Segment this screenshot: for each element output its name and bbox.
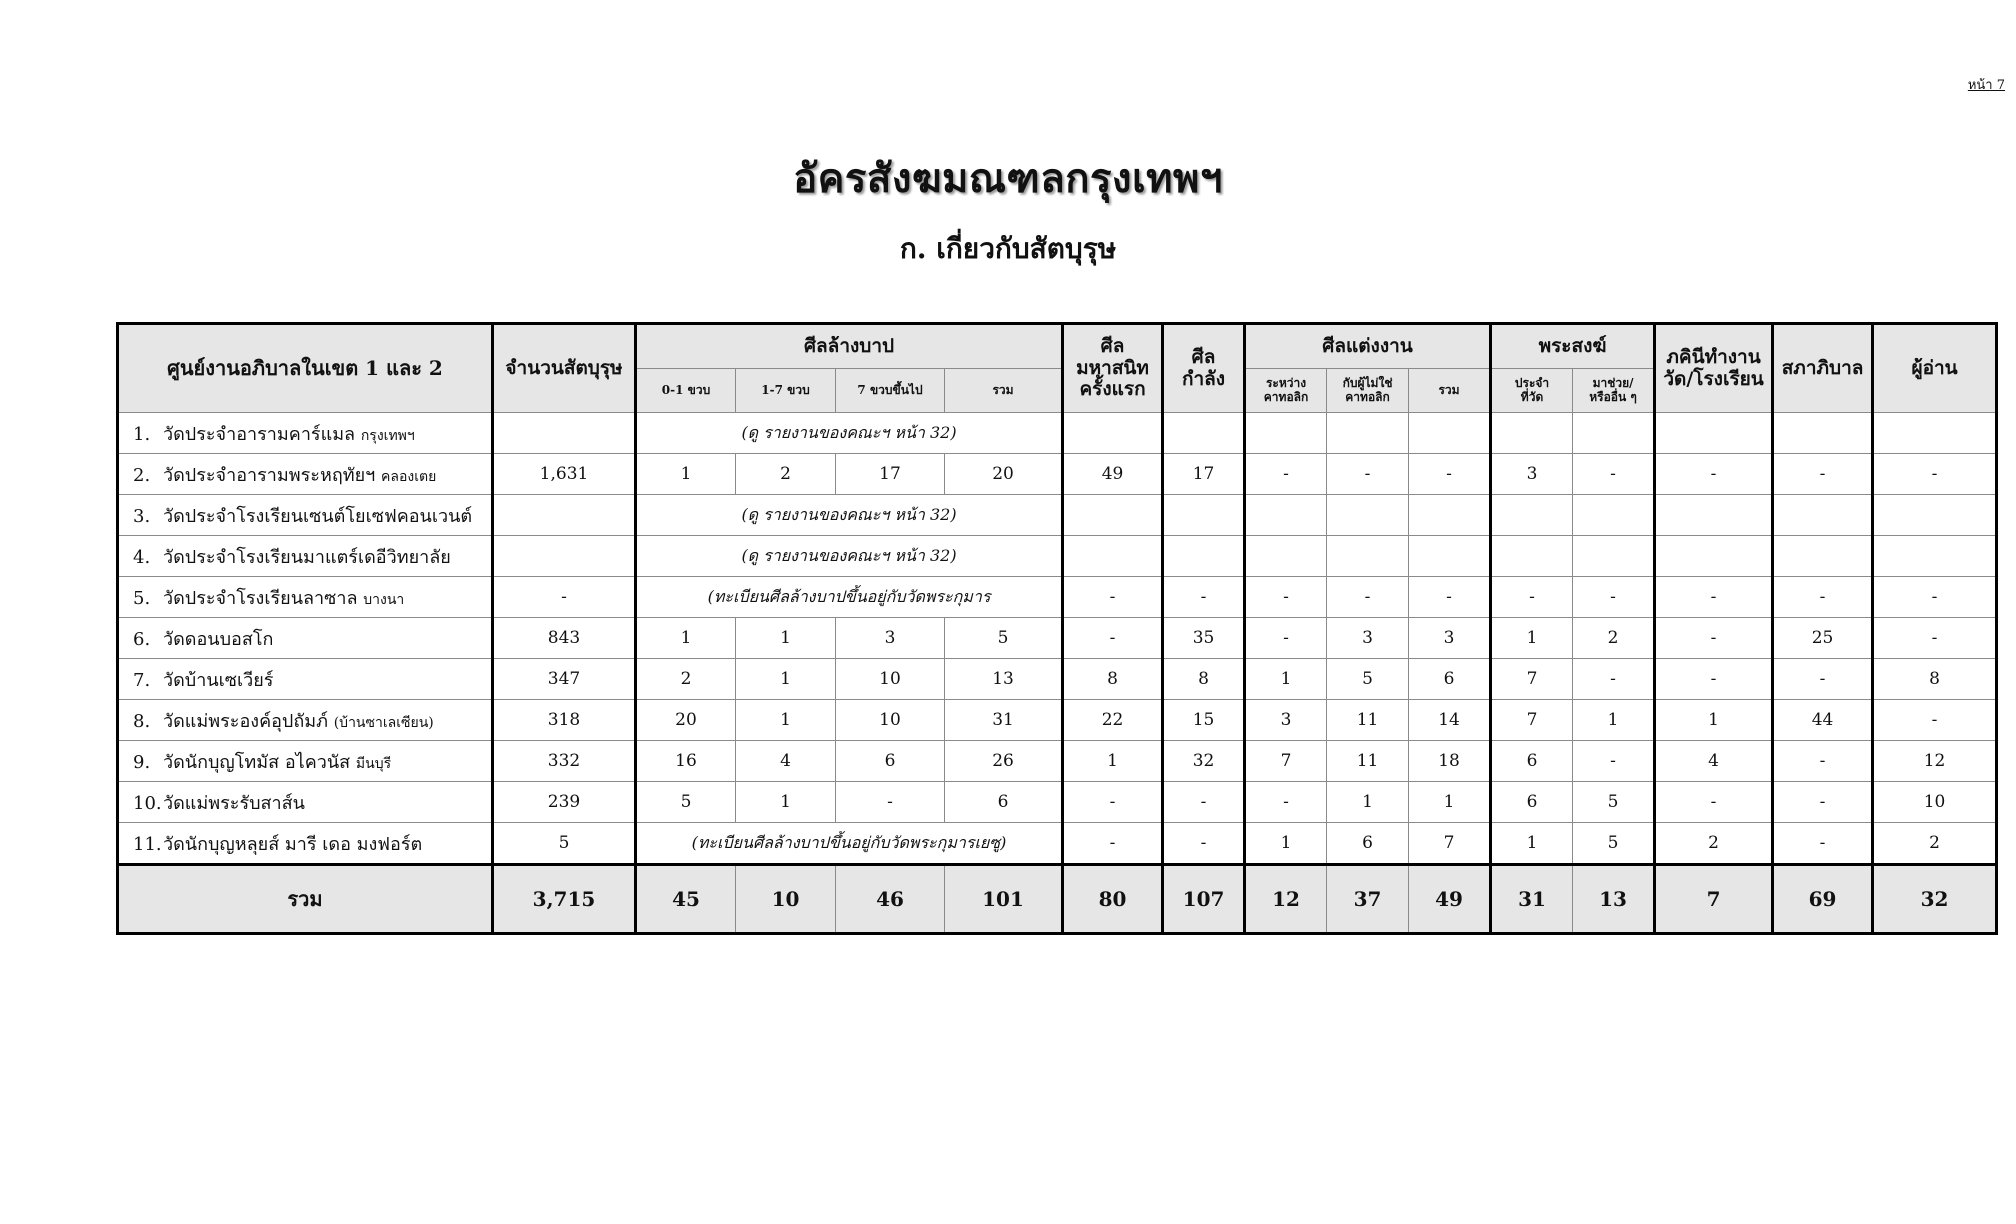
- table-cell: -: [1327, 577, 1409, 618]
- parish-name: วัดแม่พระองค์อุปถัมภ์: [163, 710, 328, 732]
- table-cell: 16: [636, 741, 736, 782]
- table-cell: 32: [1163, 741, 1245, 782]
- header-first-communion-line2: มหาสนิท: [1076, 356, 1149, 379]
- table-cell: 6: [1491, 741, 1573, 782]
- table-cell: [1163, 495, 1245, 536]
- table-cell: -: [1063, 823, 1163, 865]
- row-parish-name: [118, 659, 493, 700]
- row-parish-name: [118, 618, 493, 659]
- table-cell: 1: [1245, 823, 1327, 865]
- table-cell: 318: [493, 700, 636, 741]
- table-cell: 3: [836, 618, 945, 659]
- table-cell: [1773, 536, 1873, 577]
- table-row: [118, 659, 1997, 700]
- table-cell: [1063, 413, 1163, 454]
- table-cell: 2: [1873, 823, 1997, 865]
- table-cell: -: [1163, 782, 1245, 823]
- header-baptism-7-plus: 7 ขวบขึ้นไป: [836, 369, 945, 413]
- table-cell: 843: [493, 618, 636, 659]
- row-parish-name: [118, 495, 493, 536]
- total-label: รวม: [118, 865, 493, 934]
- table-cell: [1655, 536, 1773, 577]
- table-cell: 22: [1063, 700, 1163, 741]
- row-parish-name: [118, 577, 493, 618]
- table-cell: [1245, 495, 1327, 536]
- table-cell: [1245, 536, 1327, 577]
- statistics-table: [116, 322, 1998, 935]
- table-cell: 1: [736, 618, 836, 659]
- table-cell: 6: [1491, 782, 1573, 823]
- table-row: [118, 454, 1997, 495]
- table-cell: 10: [1873, 782, 1997, 823]
- table-cell: -: [1773, 823, 1873, 865]
- table-cell: -: [1873, 618, 1997, 659]
- header-baptism-total: รวม: [945, 369, 1063, 413]
- table-cell: [1573, 536, 1655, 577]
- table-cell: 4: [1655, 741, 1773, 782]
- table-cell: 6: [1327, 823, 1409, 865]
- table-cell: [1873, 536, 1997, 577]
- parish-name: วัดบ้านเซเวียร์: [163, 669, 274, 691]
- table-cell: 31: [945, 700, 1063, 741]
- header-priests-resident: [1491, 369, 1573, 413]
- header-marriage-catholic-line2: คาทอลิก: [1263, 389, 1309, 404]
- table-cell: -: [1655, 618, 1773, 659]
- table-cell: 5: [945, 618, 1063, 659]
- table-cell: 6: [1409, 659, 1491, 700]
- table-row: [118, 536, 1997, 577]
- page-title: อัครสังฆมณฑลกรุงเทพฯ: [793, 155, 1223, 202]
- table-cell: [1773, 495, 1873, 536]
- parish-name: วัดประจำโรงเรียนมาแตร์เดอีวิทยาลัย: [163, 546, 451, 568]
- total-cell: 101: [945, 865, 1063, 934]
- header-marriage-catholic: [1245, 369, 1327, 413]
- total-cell: 32: [1873, 865, 1997, 934]
- table-cell: -: [1409, 454, 1491, 495]
- header-baptism-0-1: 0-1 ขวบ: [636, 369, 736, 413]
- page-number: หน้า 7: [1967, 78, 2005, 93]
- parish-name: วัดนักบุญโทมัส อไควนัส: [163, 751, 351, 773]
- table-cell: -: [1245, 618, 1327, 659]
- table-cell: -: [1873, 454, 1997, 495]
- row-number: 4.: [133, 546, 151, 568]
- table-cell: 5: [1327, 659, 1409, 700]
- total-cell: 37: [1327, 865, 1409, 934]
- table-cell: [1655, 495, 1773, 536]
- table-row: [118, 618, 1997, 659]
- row-parish-name: [118, 536, 493, 577]
- table-row: [118, 700, 1997, 741]
- table-cell: -: [1573, 741, 1655, 782]
- parish-name: วัดนักบุญหลุยส์ มารี เดอ มงฟอร์ต: [163, 833, 423, 855]
- population-cell: [493, 536, 636, 577]
- table-cell: [1491, 495, 1573, 536]
- table-cell: 5: [1573, 823, 1655, 865]
- parish-name: วัดประจำอารามคาร์แมล: [163, 423, 356, 445]
- total-cell: 107: [1163, 865, 1245, 934]
- table-cell: 2: [1573, 618, 1655, 659]
- row-number: 9.: [133, 751, 151, 773]
- table-cell: 1: [736, 782, 836, 823]
- table-cell: 1: [1491, 823, 1573, 865]
- header-priests: พระสงฆ์: [1491, 324, 1655, 369]
- table-cell: -: [1573, 577, 1655, 618]
- parish-location: มีนบุรี: [355, 755, 392, 772]
- row-number: 5.: [133, 587, 151, 609]
- table-cell: 35: [1163, 618, 1245, 659]
- table-cell: [1063, 495, 1163, 536]
- page-subtitle: ก. เกี่ยวกับสัตบุรุษ: [899, 232, 1117, 265]
- table-cell: -: [1327, 454, 1409, 495]
- report-note: (ดู รายงานของคณะฯ หน้า 32): [636, 413, 1063, 454]
- header-marriage: ศีลแต่งงาน: [1245, 324, 1491, 369]
- report-note: (ทะเบียนศีลล้างบาปขึ้นอยู่กับวัดพระกุมารเยซู): [636, 823, 1063, 865]
- table-cell: [1573, 413, 1655, 454]
- table-cell: 239: [493, 782, 636, 823]
- header-sisters-line1: ภคินีทำงาน: [1666, 345, 1761, 368]
- population-cell: [493, 495, 636, 536]
- total-cell: 69: [1773, 865, 1873, 934]
- table-cell: -: [1655, 659, 1773, 700]
- total-cell: 80: [1063, 865, 1163, 934]
- header-priests-visiting-line1: มาช่วย/: [1592, 375, 1634, 390]
- header-confirmation-line1: ศีล: [1191, 345, 1216, 368]
- table-cell: -: [1063, 782, 1163, 823]
- header-marriage-catholic-line1: ระหว่าง: [1265, 375, 1307, 390]
- header-population: จำนวนสัตบุรุษ: [493, 324, 636, 413]
- table-cell: 1: [1245, 659, 1327, 700]
- table-cell: 2: [736, 454, 836, 495]
- table-cell: -: [1063, 577, 1163, 618]
- table-cell: 3: [1409, 618, 1491, 659]
- parish-location: (บ้านซาเลเซียน): [333, 714, 434, 731]
- table-cell: 10: [836, 700, 945, 741]
- table-cell: 3: [1491, 454, 1573, 495]
- table-cell: [1409, 413, 1491, 454]
- table-cell: [1873, 413, 1997, 454]
- header-marriage-mixed-line2: คาทอลิก: [1345, 389, 1390, 404]
- header-priests-resident-line2: ที่วัด: [1520, 389, 1544, 404]
- table-cell: [1491, 536, 1573, 577]
- table-row: [118, 413, 1997, 454]
- table-cell: 7: [1491, 659, 1573, 700]
- table-cell: -: [1773, 454, 1873, 495]
- table-cell: [1163, 536, 1245, 577]
- table-cell: 14: [1409, 700, 1491, 741]
- table-cell: 49: [1063, 454, 1163, 495]
- table-cell: 5: [1573, 782, 1655, 823]
- table-cell: [1327, 495, 1409, 536]
- row-number: 2.: [133, 464, 151, 486]
- table-cell: -: [1873, 700, 1997, 741]
- table-cell: 25: [1773, 618, 1873, 659]
- table-cell: [1491, 413, 1573, 454]
- total-row: [118, 865, 1997, 934]
- header-center: ศูนย์งานอภิบาลในเขต 1 และ 2: [118, 324, 493, 413]
- row-parish-name: [118, 454, 493, 495]
- total-cell: 12: [1245, 865, 1327, 934]
- row-parish-name: [118, 823, 493, 865]
- table-cell: 1,631: [493, 454, 636, 495]
- table-cell: -: [1773, 659, 1873, 700]
- table-cell: 332: [493, 741, 636, 782]
- table-cell: [1573, 495, 1655, 536]
- table-cell: 17: [1163, 454, 1245, 495]
- table-row: [118, 741, 1997, 782]
- table-cell: -: [1245, 577, 1327, 618]
- table-cell: [1327, 413, 1409, 454]
- parish-name: วัดดอนบอสโก: [163, 628, 274, 650]
- report-note: (ทะเบียนศีลล้างบาปขึ้นอยู่กับวัดพระกุมาร: [636, 577, 1063, 618]
- row-number: 6.: [133, 628, 151, 650]
- table-cell: 11: [1327, 741, 1409, 782]
- table-cell: 20: [636, 700, 736, 741]
- header-confirmation: [1163, 324, 1245, 413]
- table-cell: 1: [636, 618, 736, 659]
- parish-name: วัดประจำโรงเรียนเซนต์โยเซฟคอนเวนต์: [163, 505, 473, 527]
- table-cell: [1655, 413, 1773, 454]
- table-cell: [1063, 536, 1163, 577]
- table-cell: -: [1655, 782, 1773, 823]
- table-cell: 1: [736, 659, 836, 700]
- row-number: 1.: [133, 423, 151, 445]
- table-cell: [1245, 413, 1327, 454]
- header-priests-resident-line1: ประจำ: [1514, 375, 1550, 390]
- report-note: (ดู รายงานของคณะฯ หน้า 32): [636, 536, 1063, 577]
- table-cell: 1: [1491, 618, 1573, 659]
- header-sisters: [1655, 324, 1773, 413]
- total-cell: 13: [1573, 865, 1655, 934]
- header-priests-visiting: [1573, 369, 1655, 413]
- table-cell: 15: [1163, 700, 1245, 741]
- table-cell: [1409, 495, 1491, 536]
- table-cell: 11: [1327, 700, 1409, 741]
- table-row: [118, 782, 1997, 823]
- header-first-communion: [1063, 324, 1163, 413]
- table-cell: -: [1873, 577, 1997, 618]
- total-cell: 49: [1409, 865, 1491, 934]
- table-row: [118, 823, 1997, 865]
- table-cell: -: [1063, 618, 1163, 659]
- header-baptism: ศีลล้างบาป: [636, 324, 1063, 369]
- table-cell: 1: [1063, 741, 1163, 782]
- parish-location: กรุงเทพฯ: [360, 427, 415, 444]
- header-priests-visiting-line2: หรืออื่น ๆ: [1589, 389, 1637, 404]
- table-cell: 1: [736, 700, 836, 741]
- population-cell: -: [493, 577, 636, 618]
- table-row: [118, 495, 1997, 536]
- parish-location: บางนา: [363, 591, 405, 608]
- header-marriage-mixed-line1: กับผู้ไม่ใช่: [1342, 375, 1393, 390]
- parish-location: คลองเตย: [381, 468, 437, 485]
- table-cell: [1327, 536, 1409, 577]
- row-parish-name: [118, 741, 493, 782]
- table-body: [118, 413, 1997, 865]
- total-cell: 10: [736, 865, 836, 934]
- table-cell: 8: [1163, 659, 1245, 700]
- table-cell: 8: [1873, 659, 1997, 700]
- table-cell: 2: [1655, 823, 1773, 865]
- table-row: [118, 577, 1997, 618]
- table-cell: 44: [1773, 700, 1873, 741]
- total-cell: 31: [1491, 865, 1573, 934]
- row-parish-name: [118, 700, 493, 741]
- table-cell: -: [1245, 454, 1327, 495]
- table-cell: -: [1655, 577, 1773, 618]
- table-cell: 20: [945, 454, 1063, 495]
- table-cell: 5: [636, 782, 736, 823]
- table-cell: -: [1773, 741, 1873, 782]
- row-number: 11.: [133, 833, 162, 855]
- total-cell: 3,715: [493, 865, 636, 934]
- header-marriage-total: รวม: [1409, 369, 1491, 413]
- table-cell: 1: [636, 454, 736, 495]
- parish-name: วัดแม่พระรับสาส์น: [163, 792, 305, 814]
- row-parish-name: [118, 782, 493, 823]
- total-cell: 46: [836, 865, 945, 934]
- table-cell: -: [1491, 577, 1573, 618]
- table-cell: -: [1773, 782, 1873, 823]
- table-cell: 7: [1491, 700, 1573, 741]
- table-cell: 1: [1573, 700, 1655, 741]
- table-cell: 6: [945, 782, 1063, 823]
- table-cell: 7: [1245, 741, 1327, 782]
- table-cell: 3: [1245, 700, 1327, 741]
- table-cell: 2: [636, 659, 736, 700]
- population-cell: [493, 413, 636, 454]
- header-baptism-1-7: 1-7 ขวบ: [736, 369, 836, 413]
- table-cell: 1: [1655, 700, 1773, 741]
- header-readers: ผู้อ่าน: [1873, 324, 1997, 413]
- table-cell: 17: [836, 454, 945, 495]
- row-number: 8.: [133, 710, 151, 732]
- total-cell: 45: [636, 865, 736, 934]
- table-cell: 10: [836, 659, 945, 700]
- row-number: 10.: [133, 792, 162, 814]
- header-confirmation-line2: กำลัง: [1181, 367, 1226, 390]
- table-cell: -: [1163, 577, 1245, 618]
- total-cell: 7: [1655, 865, 1773, 934]
- table-cell: 3: [1327, 618, 1409, 659]
- table-cell: -: [1655, 454, 1773, 495]
- table-cell: 7: [1409, 823, 1491, 865]
- table-cell: 6: [836, 741, 945, 782]
- table-cell: 26: [945, 741, 1063, 782]
- parish-name: วัดประจำอารามพระหฤทัยฯ: [163, 464, 376, 486]
- table-cell: -: [1409, 577, 1491, 618]
- table-cell: 347: [493, 659, 636, 700]
- header-sisters-line2: วัด/โรงเรียน: [1663, 367, 1764, 390]
- row-parish-name: [118, 413, 493, 454]
- population-cell: 5: [493, 823, 636, 865]
- row-number: 3.: [133, 505, 151, 527]
- table-cell: 12: [1873, 741, 1997, 782]
- table-cell: [1773, 413, 1873, 454]
- table-cell: -: [1245, 782, 1327, 823]
- header-council: สภาภิบาล: [1773, 324, 1873, 413]
- table-cell: -: [1573, 659, 1655, 700]
- table-cell: -: [836, 782, 945, 823]
- table-cell: [1409, 536, 1491, 577]
- header-first-communion-line3: ครั้งแรก: [1079, 378, 1146, 401]
- header-marriage-mixed: [1327, 369, 1409, 413]
- parish-name: วัดประจำโรงเรียนลาซาล: [163, 587, 358, 609]
- row-number: 7.: [133, 669, 151, 691]
- table-cell: 1: [1327, 782, 1409, 823]
- table-cell: 8: [1063, 659, 1163, 700]
- table-cell: 18: [1409, 741, 1491, 782]
- report-note: (ดู รายงานของคณะฯ หน้า 32): [636, 495, 1063, 536]
- table-cell: 13: [945, 659, 1063, 700]
- header-first-communion-line1: ศีล: [1100, 334, 1125, 357]
- table-cell: -: [1163, 823, 1245, 865]
- table-cell: -: [1573, 454, 1655, 495]
- table-cell: [1163, 413, 1245, 454]
- table-cell: [1873, 495, 1997, 536]
- table-cell: -: [1773, 577, 1873, 618]
- table-cell: 1: [1409, 782, 1491, 823]
- table-cell: 4: [736, 741, 836, 782]
